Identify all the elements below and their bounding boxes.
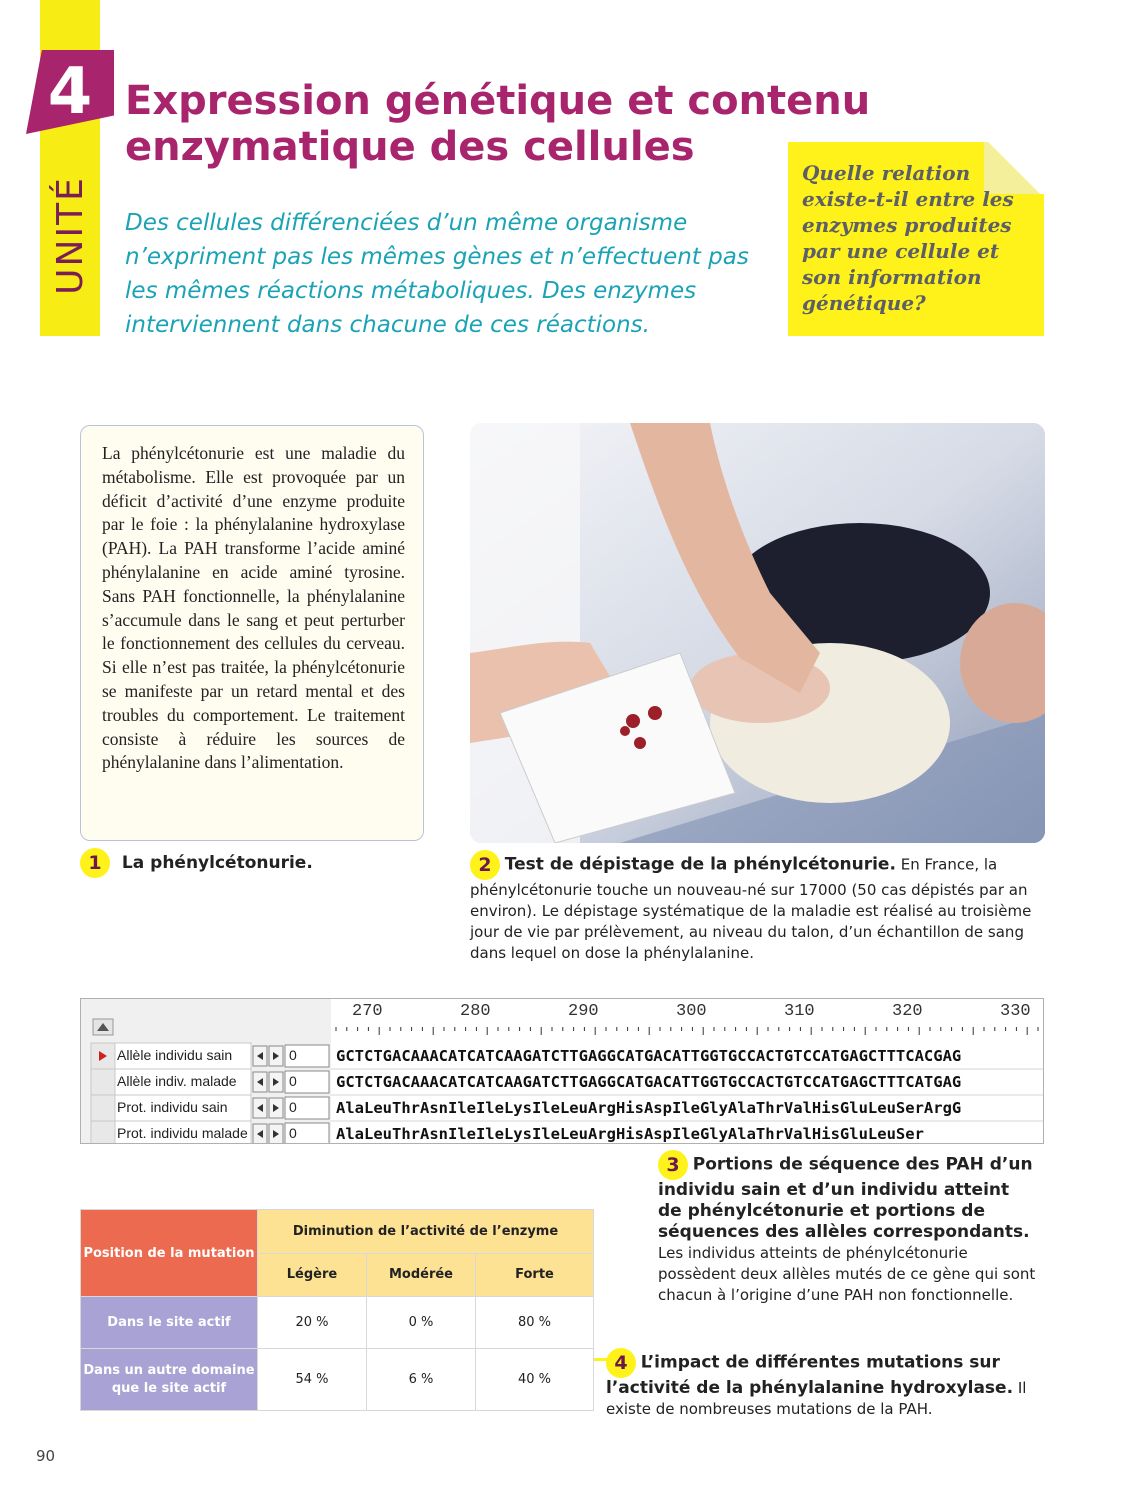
doc1-caption-title: La phénylcétonurie.	[121, 853, 313, 873]
counter-value: 0	[289, 1099, 297, 1115]
doc3-caption-text: Les individus atteints de phénylcétonurie possèdent deux allèles mutés de ce gène qui sont chacun à l’origine d’une PAH non fonctionnelle.	[658, 1244, 1036, 1304]
doc2-caption-title: Test de dépistage de la phénylcétonurie.	[504, 854, 896, 875]
question-box	[788, 142, 1044, 336]
ruler-label: 320	[892, 1002, 923, 1021]
table-cell: 80 %	[476, 1297, 594, 1349]
doc3-number-badge: 3	[658, 1150, 688, 1180]
doc3-caption	[658, 1150, 1038, 1306]
table-cell: 0 %	[367, 1297, 476, 1349]
row-selector[interactable]	[91, 1121, 115, 1144]
row-selector[interactable]	[91, 1095, 115, 1121]
doc4-caption	[606, 1348, 1046, 1420]
table-cell: 20 %	[258, 1297, 367, 1349]
column-header: Forte	[476, 1253, 594, 1297]
table-cell: 40 %	[476, 1349, 594, 1411]
counter-value: 0	[289, 1047, 297, 1063]
row-label: Dans le site actif	[81, 1297, 258, 1349]
page-number: 90	[36, 1447, 56, 1465]
doc4-number-badge: 4	[606, 1348, 636, 1378]
sequence-viewer-canvas	[81, 999, 1044, 1144]
counter-value: 0	[289, 1073, 297, 1089]
table-row	[81, 1297, 594, 1349]
doc2-caption	[470, 850, 1040, 964]
doc1-text-box	[80, 425, 424, 841]
doc2-number-badge: 2	[470, 850, 500, 880]
ruler-label: 330	[1000, 1002, 1031, 1021]
row-name: Prot. individu malade	[117, 1125, 248, 1141]
intro-text: Des cellules différenciées d’un même organisme n’expriment pas les mêmes gènes et n’effectuent pas les mêmes réactions métaboliques. Des enzymes interviennent dans chacune de ces réactions.	[125, 210, 749, 338]
screening-photo-illustration	[470, 423, 1045, 843]
decrease-header: Diminution de l’activité de l’enzyme	[258, 1210, 594, 1254]
sequence-text: AlaLeuThrAsnIleIleLysIleLeuArgHisAspIleGlyAlaThrValHisGluLeuSer	[336, 1125, 924, 1143]
sequence-text: AlaLeuThrAsnIleIleLysIleLeuArgHisAspIleGlyAlaThrValHisGluLeuSerArgG	[336, 1099, 962, 1117]
screening-photo	[470, 423, 1045, 843]
position-header: Position de la mutation	[81, 1210, 258, 1297]
mutation-table	[80, 1209, 594, 1411]
doc1-number-badge: 1	[80, 848, 110, 878]
row-selector[interactable]	[91, 1069, 115, 1095]
unit-word: UNITÉ	[49, 175, 91, 295]
table-cell: 6 %	[367, 1349, 476, 1411]
sequence-viewer	[80, 998, 1044, 1144]
sequence-text: GCTCTGACAAACATCATCAAGATCTTGAGGCATGACATTGGTGCCACTGTCCATGAGCTTTCATGAG	[336, 1073, 962, 1091]
doc4-caption-title: L’impact de différentes mutations sur l’activité de la phénylalanine hydroxylase.	[606, 1352, 1014, 1398]
unit-number: 4	[47, 55, 93, 129]
question-text: Quelle relation existe-t-il entre les enzymes produites par une cellule et son information génétique?	[802, 161, 1014, 315]
column-header: Légère	[258, 1253, 367, 1297]
row-name: Allèle individu sain	[117, 1047, 233, 1063]
doc1-text: La phénylcétonurie est une maladie du métabolisme. Elle est provoquée par un déficit d’activité d’une enzyme produite par le foie : la phénylalanine hydroxylase (PAH). La PAH transforme l’acide aminé phénylalanine en acide aminé tyrosine. Sans PAH fonctionnelle, la phénylalanine s’accumule dans le sang et peut perturber le fonctionnement des cellules du cerveau. Si elle n’est pas traitée, la phénylcétonurie se manifeste par un retard mental et des troubles du comportement. Le traitement consiste à réduire les sources de phénylalanine dans l’alimentation.	[102, 443, 405, 773]
doc1-caption	[80, 848, 313, 878]
row-label: Dans un autre domaine que le site actif	[81, 1349, 258, 1411]
counter-value: 0	[289, 1125, 297, 1141]
column-header: Modérée	[367, 1253, 476, 1297]
table-row	[81, 1349, 594, 1411]
doc4-caption-text: Il existe de nombreuses mutations de la PAH.	[606, 1379, 1027, 1418]
row-name: Prot. individu sain	[117, 1099, 228, 1115]
ruler-label: 280	[460, 1002, 491, 1021]
ruler-label: 270	[352, 1002, 383, 1021]
ruler-label: 300	[676, 1002, 707, 1021]
table-cell: 54 %	[258, 1349, 367, 1411]
doc3-caption-title: Portions de séquence des PAH d’un individu sain et d’un individu atteint de phénylcétonurie et portions de séquences des allèles correspondants.	[658, 1154, 1033, 1242]
unit-label	[44, 175, 96, 295]
row-name: Allèle indiv. malade	[117, 1073, 237, 1089]
ruler-label: 290	[568, 1002, 599, 1021]
ruler-label: 310	[784, 1002, 815, 1021]
sequence-text: GCTCTGACAAACATCATCAAGATCTTGAGGCATGACATTGGTGCCACTGTCCATGAGCTTTCACGAG	[336, 1047, 962, 1065]
doc2-caption-text: En France, la phénylcétonurie touche un nouveau-né sur 17000 (50 cas dépistés par an environ). Le dépistage systématique de la maladie est réalisé au troisième jour de vie par prélèvement, au niveau du talon, d’un échantillon de sang dans lequel on dose la phénylalanine.	[470, 855, 1032, 962]
page-title: Expression génétique et contenu enzymatique des cellules	[125, 78, 871, 170]
